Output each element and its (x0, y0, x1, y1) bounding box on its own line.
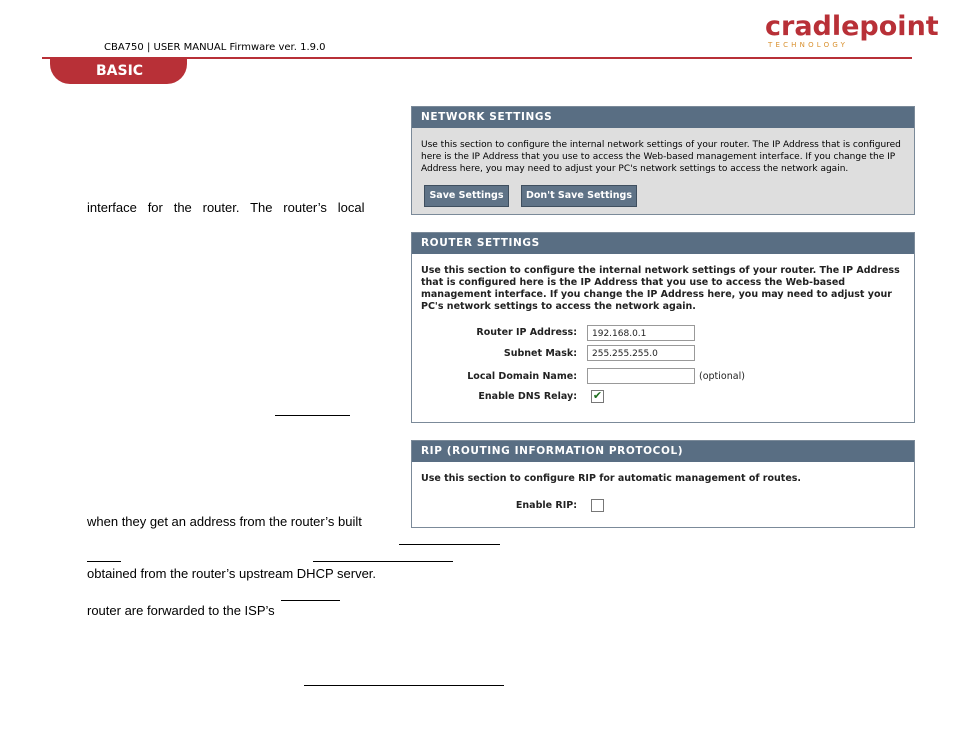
rip-title: RIP (ROUTING INFORMATION PROTOCOL) (412, 441, 914, 462)
save-settings-button[interactable]: Save Settings (424, 185, 509, 207)
underline-mark (281, 600, 340, 601)
local-domain-input[interactable] (587, 368, 695, 384)
logo-tagline: TECHNOLOGY (768, 41, 849, 49)
body-text-line: when they get an address from the router’s built (87, 514, 362, 529)
local-domain-label: Local Domain Name: (467, 371, 577, 382)
underline-mark (313, 561, 453, 562)
body-text-line: router are forwarded to the ISP’s (87, 603, 275, 618)
subnet-mask-label: Subnet Mask: (503, 348, 577, 359)
dont-save-settings-button[interactable]: Don't Save Settings (521, 185, 637, 207)
rip-description: Use this section to configure RIP for automatic management of routes. (421, 473, 802, 484)
cradlepoint-logo (765, 11, 939, 49)
network-settings-title: NETWORK SETTINGS (412, 107, 914, 128)
router-settings-description: Use this section to configure the internal network settings of your router. The IP Address that is configured here is the IP Address that you use to access the Web-based management interface. If you change the IP Address here, you may need to adjust your PC's network settings to access the network again. (421, 265, 900, 312)
checkmark-icon: ✔ (592, 390, 603, 402)
rip-panel (411, 440, 915, 528)
router-ip-input[interactable]: 192.168.0.1 (587, 325, 695, 341)
hyperlink-underline (304, 685, 504, 686)
enable-rip-checkbox[interactable] (591, 499, 604, 512)
body-text-line: obtained from the router’s upstream DHCP server. (87, 566, 377, 581)
underline-mark (275, 415, 350, 416)
optional-hint: (optional) (699, 371, 745, 382)
dns-relay-checkbox[interactable] (591, 390, 604, 403)
dns-relay-label: Enable DNS Relay: (478, 391, 577, 402)
body-text-line: interface for the router. The router’s local (87, 200, 365, 215)
router-settings-title: ROUTER SETTINGS (412, 233, 914, 254)
enable-rip-label: Enable RIP: (515, 500, 577, 511)
section-tab (50, 58, 187, 84)
underline-mark (87, 561, 121, 562)
logo-wordmark: cradlepoint (765, 11, 939, 42)
underline-mark (399, 544, 500, 545)
section-tab-label: BASIC (96, 63, 144, 79)
network-settings-description: Use this section to configure the internal network settings of your router. The IP Address that is configured here is the IP Address that you use to access the Web-based management interface. If you change the IP Address here, you may need to adjust your PC's network settings to access the network again. (421, 140, 901, 174)
network-settings-panel (411, 106, 915, 215)
router-ip-label: Router IP Address: (476, 327, 577, 338)
router-settings-panel (411, 232, 915, 423)
subnet-mask-input[interactable]: 255.255.255.0 (587, 345, 695, 361)
manual-version-line: CBA750 | USER MANUAL Firmware ver. 1.9.0 (104, 42, 326, 53)
